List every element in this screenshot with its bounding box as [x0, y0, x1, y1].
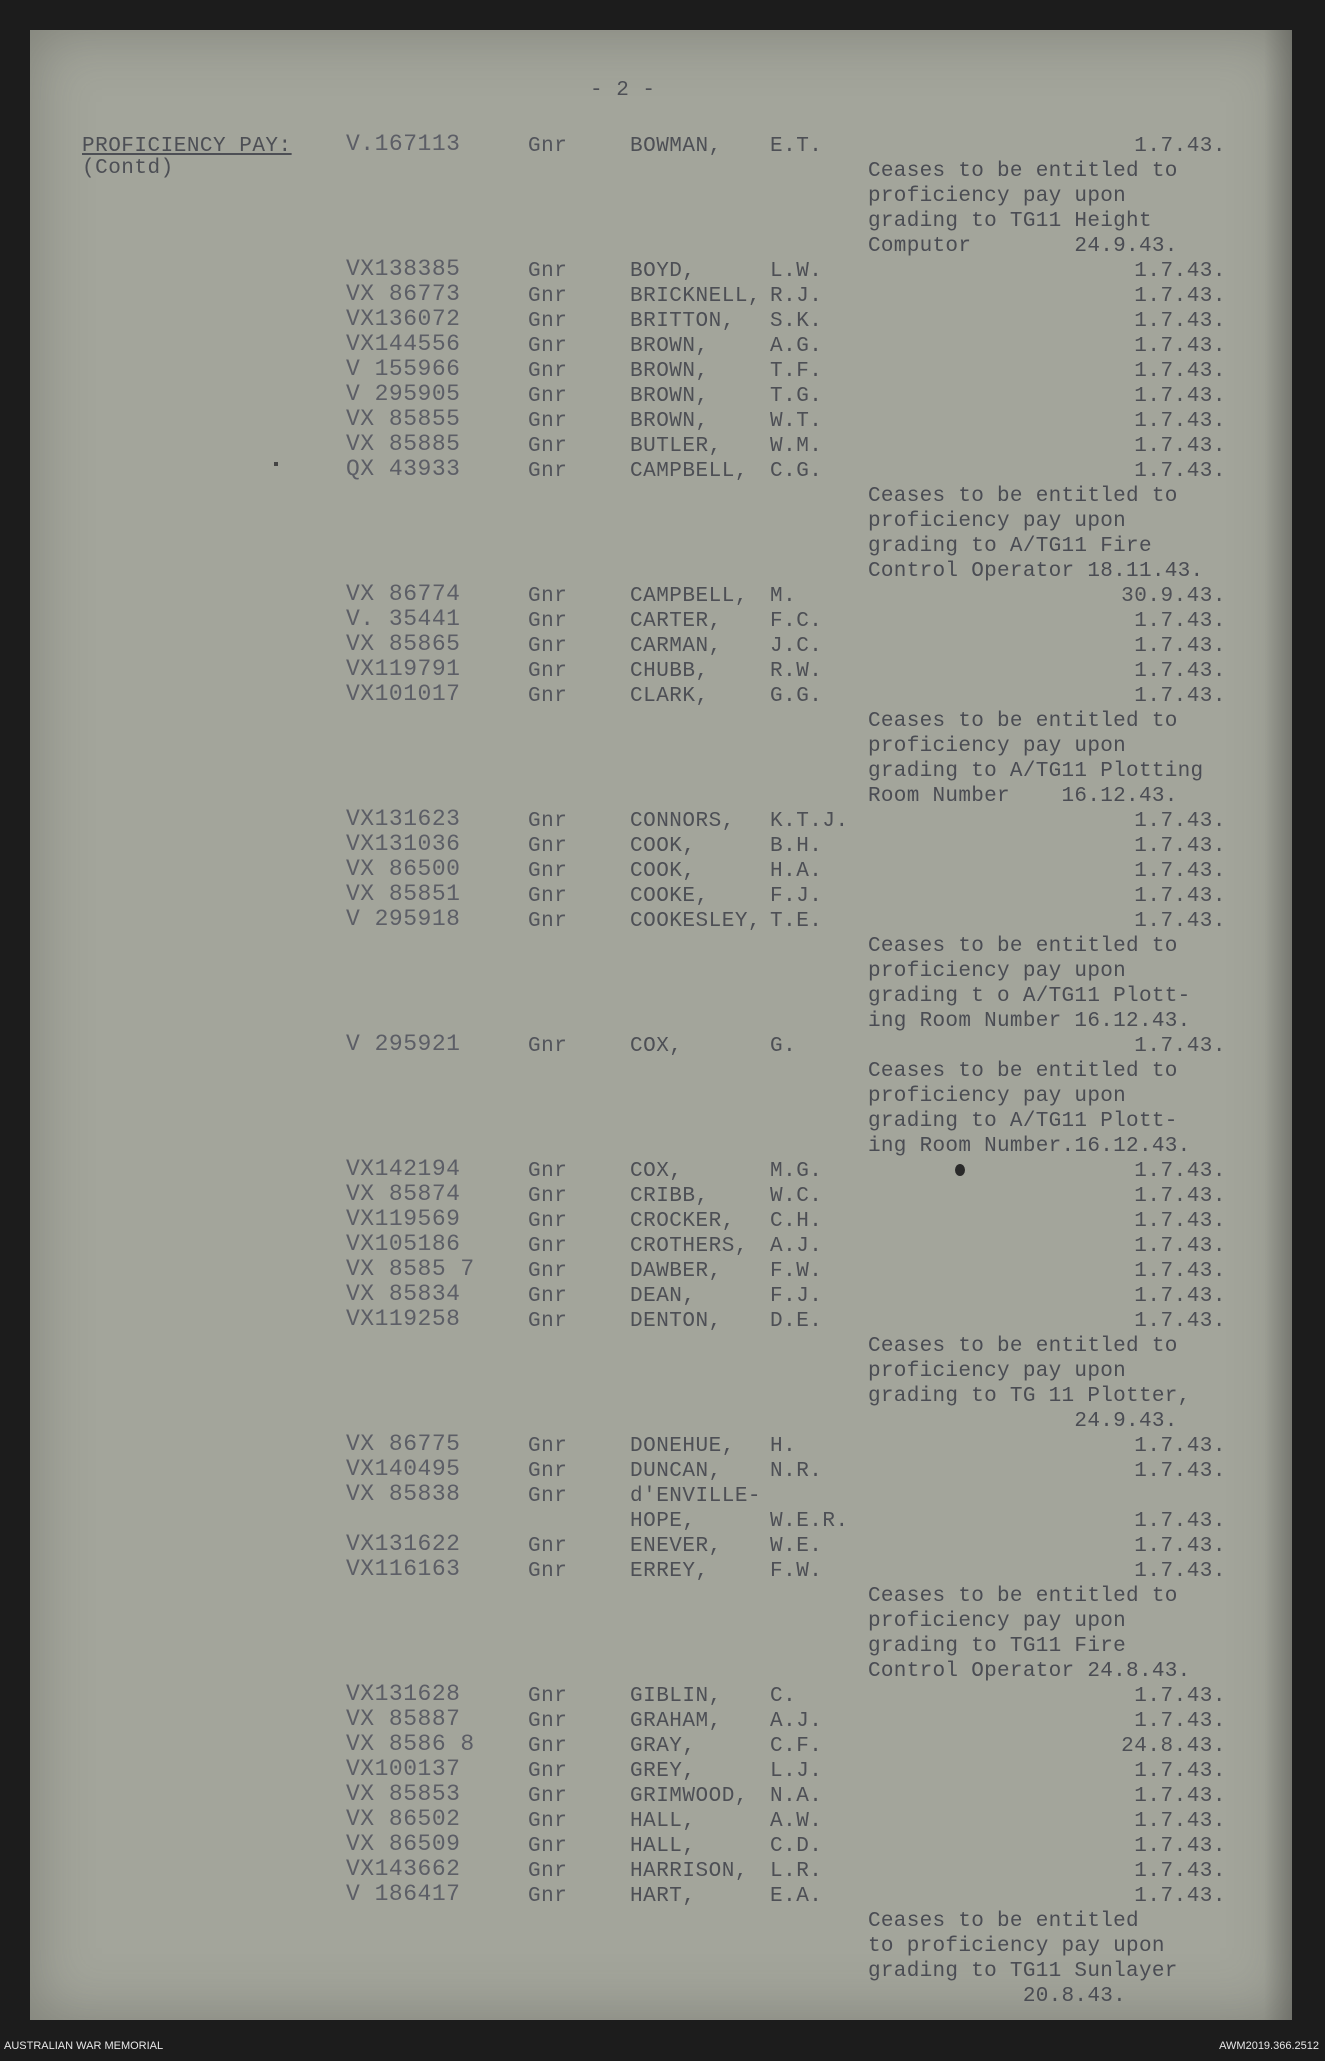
service-number: VX116163 — [346, 1556, 461, 1582]
service-number: V. 35441 — [346, 606, 461, 632]
service-number: V 295905 — [346, 381, 461, 407]
surname: CARTER, — [630, 610, 722, 633]
archive-reference: AWM2019.366.2512 — [1219, 2040, 1319, 2052]
service-number: VX 86773 — [346, 281, 461, 307]
rank: Gnr — [528, 310, 568, 333]
surname: COOK, — [630, 835, 696, 858]
surname: BOWMAN, — [630, 135, 722, 158]
surname: CRIBB, — [630, 1185, 709, 1208]
effective-date: 1.7.43. — [1134, 685, 1226, 708]
entitlement-note-line: to proficiency pay upon — [868, 1935, 1165, 1958]
effective-date: 1.7.43. — [1134, 1260, 1226, 1283]
entitlement-note-line: Ceases to be entitled to — [868, 485, 1178, 508]
surname: BROWN, — [630, 335, 709, 358]
entitlement-note-line: Ceases to be entitled to — [868, 160, 1178, 183]
entitlement-note-line: Ceases to be entitled — [868, 1910, 1139, 1933]
service-number: VX136072 — [346, 306, 461, 332]
effective-date: 1.7.43. — [1134, 835, 1226, 858]
initials: W.E. — [770, 1535, 823, 1558]
rank: Gnr — [528, 810, 568, 833]
entitlement-note-line: Ceases to be entitled to — [868, 1060, 1178, 1083]
service-number: VX119258 — [346, 1306, 461, 1332]
rank: Gnr — [528, 410, 568, 433]
effective-date: 1.7.43. — [1134, 135, 1226, 158]
initials: T.F. — [770, 360, 823, 383]
initials: G. — [770, 1035, 797, 1058]
service-number: VX 85855 — [346, 406, 461, 432]
surname: BRICKNELL, — [630, 285, 762, 308]
entitlement-note-line: proficiency pay upon — [868, 1085, 1127, 1108]
initials: F.W. — [770, 1560, 823, 1583]
surname: CROCKER, — [630, 1210, 735, 1233]
service-number: VX 86502 — [346, 1806, 461, 1832]
rank: Gnr — [528, 1860, 568, 1883]
rank: Gnr — [528, 135, 568, 158]
surname: GIBLIN, — [630, 1685, 722, 1708]
surname: GRIMWOOD, — [630, 1785, 748, 1808]
initials: C.D. — [770, 1835, 823, 1858]
archive-credit: AUSTRALIAN WAR MEMORIAL — [4, 2040, 164, 2052]
initials: C.H. — [770, 1210, 823, 1233]
entitlement-note-line: Ceases to be entitled to — [868, 1585, 1178, 1608]
service-number: VX131628 — [346, 1681, 461, 1707]
effective-date: 1.7.43. — [1134, 1310, 1226, 1333]
service-number: VX 85865 — [346, 631, 461, 657]
rank: Gnr — [528, 385, 568, 408]
service-number: VX131036 — [346, 831, 461, 857]
rank: Gnr — [528, 1710, 568, 1733]
entitlement-note-line: Computor 24.9.43. — [868, 235, 1178, 258]
effective-date: 24.8.43. — [1121, 1735, 1226, 1758]
entitlement-note-line: grading t o A/TG11 Plott- — [868, 985, 1191, 1008]
effective-date: 1.7.43. — [1134, 410, 1226, 433]
rank: Gnr — [528, 1035, 568, 1058]
effective-date: 1.7.43. — [1134, 1885, 1226, 1908]
effective-date: 1.7.43. — [1134, 335, 1226, 358]
rank: Gnr — [528, 1260, 568, 1283]
service-number: VX105186 — [346, 1231, 461, 1257]
effective-date: 1.7.43. — [1134, 1685, 1226, 1708]
rank: Gnr — [528, 835, 568, 858]
surname: COOK, — [630, 860, 696, 883]
entitlement-note-line: 24.9.43. — [868, 1410, 1178, 1433]
rank: Gnr — [528, 660, 568, 683]
rank: Gnr — [528, 635, 568, 658]
rank: Gnr — [528, 1835, 568, 1858]
service-number: VX142194 — [346, 1156, 461, 1182]
initials: C.F. — [770, 1735, 823, 1758]
entitlement-note-line: Ceases to be entitled to — [868, 1335, 1178, 1358]
rank: Gnr — [528, 685, 568, 708]
initials: F.C. — [770, 610, 823, 633]
initials: W.E.R. — [770, 1510, 849, 1533]
surname: HART, — [630, 1885, 696, 1908]
initials: L.R. — [770, 1860, 823, 1883]
service-number: VX 85853 — [346, 1781, 461, 1807]
rank: Gnr — [528, 1285, 568, 1308]
service-number: V 295921 — [346, 1031, 461, 1057]
effective-date: 1.7.43. — [1134, 1835, 1226, 1858]
rank: Gnr — [528, 1760, 568, 1783]
initials: E.A. — [770, 1885, 823, 1908]
service-number: VX 85851 — [346, 881, 461, 907]
effective-date: 1.7.43. — [1134, 385, 1226, 408]
entitlement-note-line: Ceases to be entitled to — [868, 710, 1178, 733]
rank: Gnr — [528, 285, 568, 308]
effective-date: 1.7.43. — [1134, 660, 1226, 683]
initials: R.W. — [770, 660, 823, 683]
service-number: VX143662 — [346, 1856, 461, 1882]
service-number: VX140495 — [346, 1456, 461, 1482]
surname: ERREY, — [630, 1560, 709, 1583]
initials: K.T.J. — [770, 810, 849, 833]
service-number: VX144556 — [346, 331, 461, 357]
surname: COOKE, — [630, 885, 709, 908]
initials: A.G. — [770, 335, 823, 358]
initials: T.E. — [770, 910, 823, 933]
initials: C. — [770, 1685, 797, 1708]
entitlement-note-line: proficiency pay upon — [868, 735, 1127, 758]
surname: BRITTON, — [630, 310, 735, 333]
initials: C.G. — [770, 460, 823, 483]
surname: CLARK, — [630, 685, 709, 708]
initials: W.T. — [770, 410, 823, 433]
effective-date: 1.7.43. — [1134, 1235, 1226, 1258]
surname: DEAN, — [630, 1285, 696, 1308]
surname: CARMAN, — [630, 635, 722, 658]
initials: M.G. — [770, 1160, 823, 1183]
effective-date: 1.7.43. — [1134, 360, 1226, 383]
rank: Gnr — [528, 1810, 568, 1833]
initials: F.J. — [770, 885, 823, 908]
service-number: V 186417 — [346, 1881, 461, 1907]
effective-date: 1.7.43. — [1134, 1810, 1226, 1833]
surname: BROWN, — [630, 410, 709, 433]
initials: F.J. — [770, 1285, 823, 1308]
effective-date: 1.7.43. — [1134, 1535, 1226, 1558]
initials: G.G. — [770, 685, 823, 708]
initials: J.C. — [770, 635, 823, 658]
service-number: VX 8585 7 — [346, 1256, 475, 1282]
section-heading-contd: (Contd) — [82, 157, 174, 180]
initials: M. — [770, 585, 797, 608]
entitlement-note-line: proficiency pay upon — [868, 185, 1127, 208]
rank: Gnr — [528, 260, 568, 283]
initials: T.G. — [770, 385, 823, 408]
entitlement-note-line: Control Operator 24.8.43. — [868, 1660, 1191, 1683]
effective-date: 1.7.43. — [1134, 1285, 1226, 1308]
effective-date: 1.7.43. — [1134, 460, 1226, 483]
effective-date: 1.7.43. — [1134, 610, 1226, 633]
entitlement-note-line: ing Room Number.16.12.43. — [868, 1135, 1191, 1158]
initials: B.H. — [770, 835, 823, 858]
effective-date: 1.7.43. — [1134, 635, 1226, 658]
surname: CONNORS, — [630, 810, 735, 833]
effective-date: 1.7.43. — [1134, 1460, 1226, 1483]
surname: HALL, — [630, 1835, 696, 1858]
initials: N.R. — [770, 1460, 823, 1483]
service-number: VX100137 — [346, 1756, 461, 1782]
initials: L.W. — [770, 260, 823, 283]
effective-date: 1.7.43. — [1134, 1035, 1226, 1058]
initials: A.J. — [770, 1710, 823, 1733]
initials: W.C. — [770, 1185, 823, 1208]
surname: BROWN, — [630, 385, 709, 408]
surname: COOKESLEY, — [630, 910, 762, 933]
surname: HARRISON, — [630, 1860, 748, 1883]
entitlement-note-line: ing Room Number 16.12.43. — [868, 1010, 1191, 1033]
entitlement-note-line: grading to A/TG11 Fire — [868, 535, 1152, 558]
entitlement-note-line: grading to A/TG11 Plott- — [868, 1110, 1178, 1133]
rank: Gnr — [528, 1160, 568, 1183]
effective-date: 1.7.43. — [1134, 885, 1226, 908]
service-number: VX138385 — [346, 256, 461, 282]
surname: d'ENVILLE- — [630, 1485, 762, 1508]
service-number: VX119791 — [346, 656, 461, 682]
effective-date: 1.7.43. — [1134, 435, 1226, 458]
service-number: VX 85834 — [346, 1281, 461, 1307]
entitlement-note-line: grading to A/TG11 Plotting — [868, 760, 1204, 783]
effective-date: 1.7.43. — [1134, 1560, 1226, 1583]
effective-date: 1.7.43. — [1134, 860, 1226, 883]
entitlement-note-line: grading to TG 11 Plotter, — [868, 1385, 1191, 1408]
surname: GREY, — [630, 1760, 696, 1783]
initials: H. — [770, 1435, 797, 1458]
initials: W.M. — [770, 435, 823, 458]
effective-date: 1.7.43. — [1134, 310, 1226, 333]
document-page — [30, 30, 1292, 2020]
rank: Gnr — [528, 435, 568, 458]
rank: Gnr — [528, 460, 568, 483]
surname: BUTLER, — [630, 435, 722, 458]
rank: Gnr — [528, 1785, 568, 1808]
rank: Gnr — [528, 585, 568, 608]
surname: ENEVER, — [630, 1535, 722, 1558]
service-number: VX 85887 — [346, 1706, 461, 1732]
initials: A.W. — [770, 1810, 823, 1833]
effective-date: 1.7.43. — [1134, 810, 1226, 833]
effective-date: 1.7.43. — [1134, 285, 1226, 308]
surname: DONEHUE, — [630, 1435, 735, 1458]
surname: BROWN, — [630, 360, 709, 383]
entitlement-note-line: grading to TG11 Fire — [868, 1635, 1127, 1658]
surname: DUNCAN, — [630, 1460, 722, 1483]
rank: Gnr — [528, 1535, 568, 1558]
effective-date: 1.7.43. — [1134, 260, 1226, 283]
service-number: VX 86509 — [346, 1831, 461, 1857]
entitlement-note-line: proficiency pay upon — [868, 510, 1127, 533]
entitlement-note-line: proficiency pay upon — [868, 960, 1127, 983]
rank: Gnr — [528, 1235, 568, 1258]
initials: A.J. — [770, 1235, 823, 1258]
rank: Gnr — [528, 885, 568, 908]
effective-date: 1.7.43. — [1134, 1785, 1226, 1808]
entitlement-note-line: Ceases to be entitled to — [868, 935, 1178, 958]
initials: N.A. — [770, 1785, 823, 1808]
effective-date: 1.7.43. — [1134, 1160, 1226, 1183]
entitlement-note-line: proficiency pay upon — [868, 1610, 1127, 1633]
rank: Gnr — [528, 1885, 568, 1908]
surname: GRAY, — [630, 1735, 696, 1758]
surname: HALL, — [630, 1810, 696, 1833]
rank: Gnr — [528, 360, 568, 383]
surname: COX, — [630, 1160, 683, 1183]
effective-date: 30.9.43. — [1121, 585, 1226, 608]
service-number: VX119569 — [346, 1206, 461, 1232]
surname: DENTON, — [630, 1310, 722, 1333]
effective-date: 1.7.43. — [1134, 1435, 1226, 1458]
service-number: V 295918 — [346, 906, 461, 932]
entitlement-note-line: grading to TG11 Sunlayer — [868, 1960, 1178, 1983]
rank: Gnr — [528, 1185, 568, 1208]
surname: CAMPBELL, — [630, 460, 748, 483]
surname: HOPE, — [630, 1510, 696, 1533]
rank: Gnr — [528, 1435, 568, 1458]
initials: S.K. — [770, 310, 823, 333]
rank: Gnr — [528, 1560, 568, 1583]
effective-date: 1.7.43. — [1134, 1510, 1226, 1533]
effective-date: 1.7.43. — [1134, 1860, 1226, 1883]
initials: R.J. — [770, 285, 823, 308]
surname: CROTHERS, — [630, 1235, 748, 1258]
rank: Gnr — [528, 610, 568, 633]
entitlement-note-line: Control Operator 18.11.43. — [868, 560, 1204, 583]
page-number: - 2 - — [590, 79, 656, 102]
service-number: VX 86775 — [346, 1431, 461, 1457]
initials: L.J. — [770, 1760, 823, 1783]
service-number: VX 85885 — [346, 431, 461, 457]
surname: DAWBER, — [630, 1260, 722, 1283]
surname: BOYD, — [630, 260, 696, 283]
service-number: VX 86500 — [346, 856, 461, 882]
rank: Gnr — [528, 1485, 568, 1508]
ink-spot — [955, 1164, 965, 1176]
surname: CAMPBELL, — [630, 585, 748, 608]
entitlement-note-line: proficiency pay upon — [868, 1360, 1127, 1383]
rank: Gnr — [528, 1735, 568, 1758]
entitlement-note-line: grading to TG11 Height — [868, 210, 1152, 233]
service-number: VX131622 — [346, 1531, 461, 1557]
service-number: VX 86774 — [346, 581, 461, 607]
service-number: VX 8586 8 — [346, 1731, 475, 1757]
service-number: V 155966 — [346, 356, 461, 382]
service-number: VX 85838 — [346, 1481, 461, 1507]
rank: Gnr — [528, 1685, 568, 1708]
service-number: QX 43933 — [346, 456, 461, 482]
initials: D.E. — [770, 1310, 823, 1333]
rank: Gnr — [528, 1460, 568, 1483]
rank: Gnr — [528, 1310, 568, 1333]
surname: CHUBB, — [630, 660, 709, 683]
effective-date: 1.7.43. — [1134, 1760, 1226, 1783]
effective-date: 1.7.43. — [1134, 1210, 1226, 1233]
initials: F.W. — [770, 1260, 823, 1283]
rank: Gnr — [528, 860, 568, 883]
service-number: VX 85874 — [346, 1181, 461, 1207]
initials: E.T. — [770, 135, 823, 158]
rank: Gnr — [528, 335, 568, 358]
initials: H.A. — [770, 860, 823, 883]
effective-date: 1.7.43. — [1134, 910, 1226, 933]
entitlement-note-line: 20.8.43. — [868, 1985, 1127, 2008]
surname: COX, — [630, 1035, 683, 1058]
effective-date: 1.7.43. — [1134, 1185, 1226, 1208]
rank: Gnr — [528, 1210, 568, 1233]
surname: GRAHAM, — [630, 1710, 722, 1733]
rank: Gnr — [528, 910, 568, 933]
service-number: VX101017 — [346, 681, 461, 707]
service-number: VX131623 — [346, 806, 461, 832]
ink-mark — [274, 462, 278, 466]
effective-date: 1.7.43. — [1134, 1710, 1226, 1733]
section-heading: PROFICIENCY PAY: — [82, 135, 292, 158]
entitlement-note-line: Room Number 16.12.43. — [868, 785, 1178, 808]
service-number: V.167113 — [346, 131, 461, 157]
